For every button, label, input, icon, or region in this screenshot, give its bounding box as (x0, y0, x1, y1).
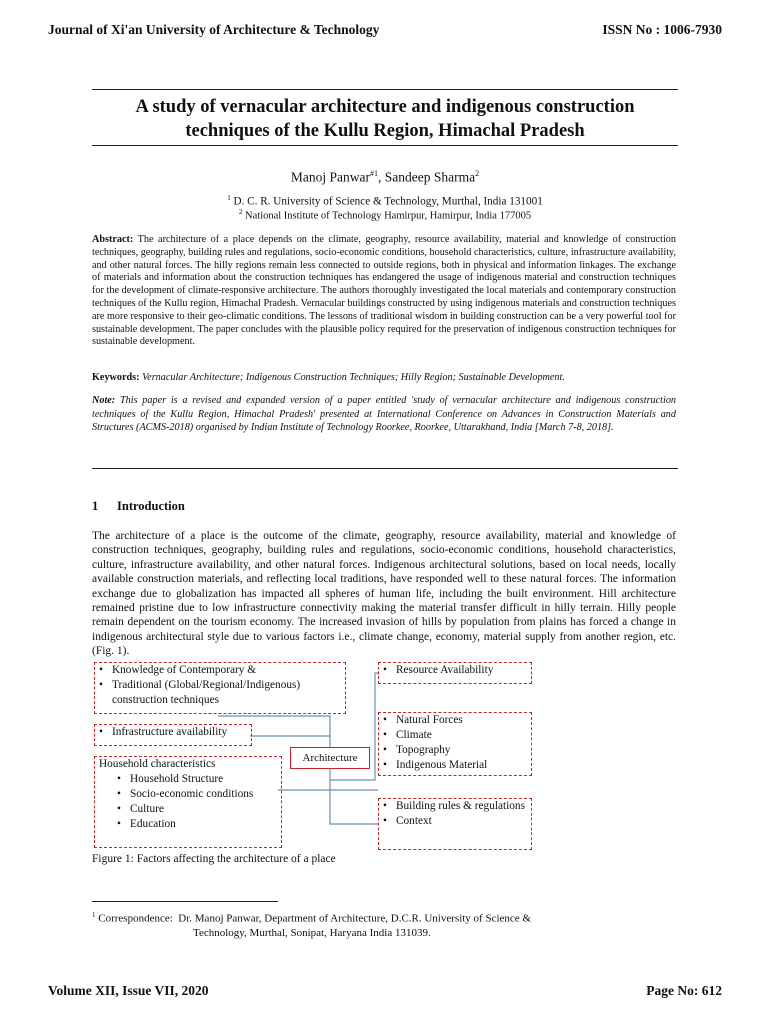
note-text: This paper is a revised and expanded version of a paper entitled 'study of vernacular architecture and indigenous construction techniques of the Kullu Region, Himachal Pradesh' presented at International Conference on Advances in Construction Materials and Structures (ACMS-2018) organised by Indian Institute of Technology Roorkee, Roorkee, Uttarakhand, India [March 7-8, 2018]. (92, 395, 677, 433)
footnote-label: Correspondence: (98, 912, 173, 925)
household-title: Household characteristics (99, 758, 216, 770)
author-list (92, 169, 678, 186)
infrastructure-item: • Infrastructure availability (95, 725, 251, 740)
section-divider (92, 468, 678, 469)
volume-issue: Volume XII, Issue VII, 2020 (48, 983, 209, 998)
author-2: Sandeep Sharma (384, 169, 476, 185)
page-number: Page No: 612 (646, 983, 722, 998)
natural-item-2: • Climate (379, 728, 531, 743)
household-item-2: • Socio-economic conditions (113, 787, 281, 802)
title-top-rule (92, 89, 678, 90)
affiliation-2 (92, 208, 678, 222)
paper-title (92, 95, 678, 143)
section-number: 1 (92, 499, 99, 513)
knowledge-item-1: • Knowledge of Contemporary & (95, 663, 345, 678)
footnote-text-1: Dr. Manoj Panwar, Department of Architecture, D.C.R. University of Science & (178, 912, 531, 925)
journal-name: Journal of Xi'an University of Architecture & Technology (48, 22, 380, 37)
footnote-line-1 (92, 908, 682, 926)
abstract-text: The architecture of a place depends on the climate, geography, resource availability, material and knowledge of construction techniques, geography, building rules and regulations, socio-economic conditions, household characteristics, culture, infrastructure availability, and other natural forces. The hilly regions remain less connected to outside regions, both in physical and information linkages. The exchange of materials and information about the construction techniques has endangered the usage of indigenous material and construction techniques for the development of climate-responsive architecture. The authors thoroughly investigated the local materials and contemporary construction techniques of the Kullu region, Himachal Pradesh. Vernacular buildings constructed by using indigenous materials and construction techniques are more responsive to their geo-climatic conditions. The lessons of traditional wisdom in building construction can be a very powerful tool for sustainable development. The paper concludes with the plausible policy required for the preservation of indigenous construction techniques for sustainable development. (92, 234, 676, 348)
natural-item-4: • Indigenous Material (379, 758, 531, 773)
knowledge-item-2: • Traditional (Global/Regional/Indigenous) construction techniques (95, 678, 345, 708)
affiliation-1-text: D. C. R. University of Science & Technology, Murthal, India 131001 (233, 195, 543, 208)
rules-item-2: • Context (379, 814, 531, 829)
footnote-rule (92, 901, 278, 902)
title-line-2: techniques of the Kullu Region, Himachal Pradesh (185, 121, 585, 141)
section-title: Introduction (117, 499, 185, 513)
natural-item-1: • Natural Forces (379, 713, 531, 728)
box-natural (378, 712, 532, 776)
box-rules (378, 798, 532, 850)
household-item-1: • Household Structure (113, 772, 281, 787)
box-resource (378, 662, 532, 684)
abstract-label: Abstract: (92, 234, 134, 245)
box-knowledge (94, 662, 346, 714)
section-heading (92, 499, 185, 514)
affiliation-1 (92, 194, 678, 208)
architecture-node: Architecture (290, 747, 370, 769)
author-1: Manoj Panwar (290, 169, 370, 185)
footnote (92, 908, 682, 940)
figure-caption: Figure 1: Factors affecting the architecture of a place (92, 853, 336, 865)
title-bottom-rule (92, 145, 678, 146)
intro-paragraph: The architecture of a place is the outcome of the climate, geography, resource availability, material and knowledge of construction techniques, geography, building rules and regulations, socio-economic conditions, household characteristics, culture, infrastructure availability, and other natural forces. Indigenous architectural solutions, based on local needs, locally available construction materials, and reflecting local traditions, have responded well to these natural forces. The information exchange due to globalization has impacted all spheres of human life, including the built environment. Hill architecture remained pristine due to low infrastructure connectivity making the material transfer difficult in hilly terrain. Hilly people remain dependent on the tourism economy. The increased invasion of hills by population from plains has forced a change in indigenous architectural style due to various factors i.e., climate change, economy, material supply from another region, etc. (Fig. 1). (92, 530, 676, 658)
keywords (92, 372, 676, 383)
connector-rules (330, 768, 378, 824)
issn-number: ISSN No : 1006-7930 (602, 22, 722, 37)
natural-item-3: • Topography (379, 743, 531, 758)
box-household (94, 756, 282, 848)
author-1-sup: #1 (370, 169, 378, 178)
household-item-4: • Education (113, 817, 281, 832)
author-separator: , (378, 169, 385, 185)
author-2-sup: 2 (475, 169, 480, 178)
footnote-line-2: Technology, Murthal, Sonipat, Haryana India 131039. (193, 926, 431, 939)
title-line-1: A study of vernacular architecture and indigenous construction (135, 97, 635, 117)
affiliation-1-sup: 1 (227, 194, 231, 202)
note-label: Note: (92, 395, 116, 406)
affiliation-2-text: National Institute of Technology Hamirpur, Hamirpur, India 177005 (245, 210, 532, 222)
affiliation-2-sup: 2 (238, 208, 243, 216)
box-infrastructure (94, 724, 252, 746)
keywords-label: Keywords: (92, 372, 140, 383)
footnote-sup: 1 (92, 911, 96, 919)
abstract (92, 234, 676, 349)
rules-item-1: • Building rules & regulations (379, 799, 531, 814)
keywords-text: Vernacular Architecture; Indigenous Construction Techniques; Hilly Region; Sustainable Development. (142, 372, 565, 383)
resource-item: • Resource Availability (379, 663, 531, 678)
note (92, 394, 676, 435)
household-item-3: • Culture (113, 802, 281, 817)
